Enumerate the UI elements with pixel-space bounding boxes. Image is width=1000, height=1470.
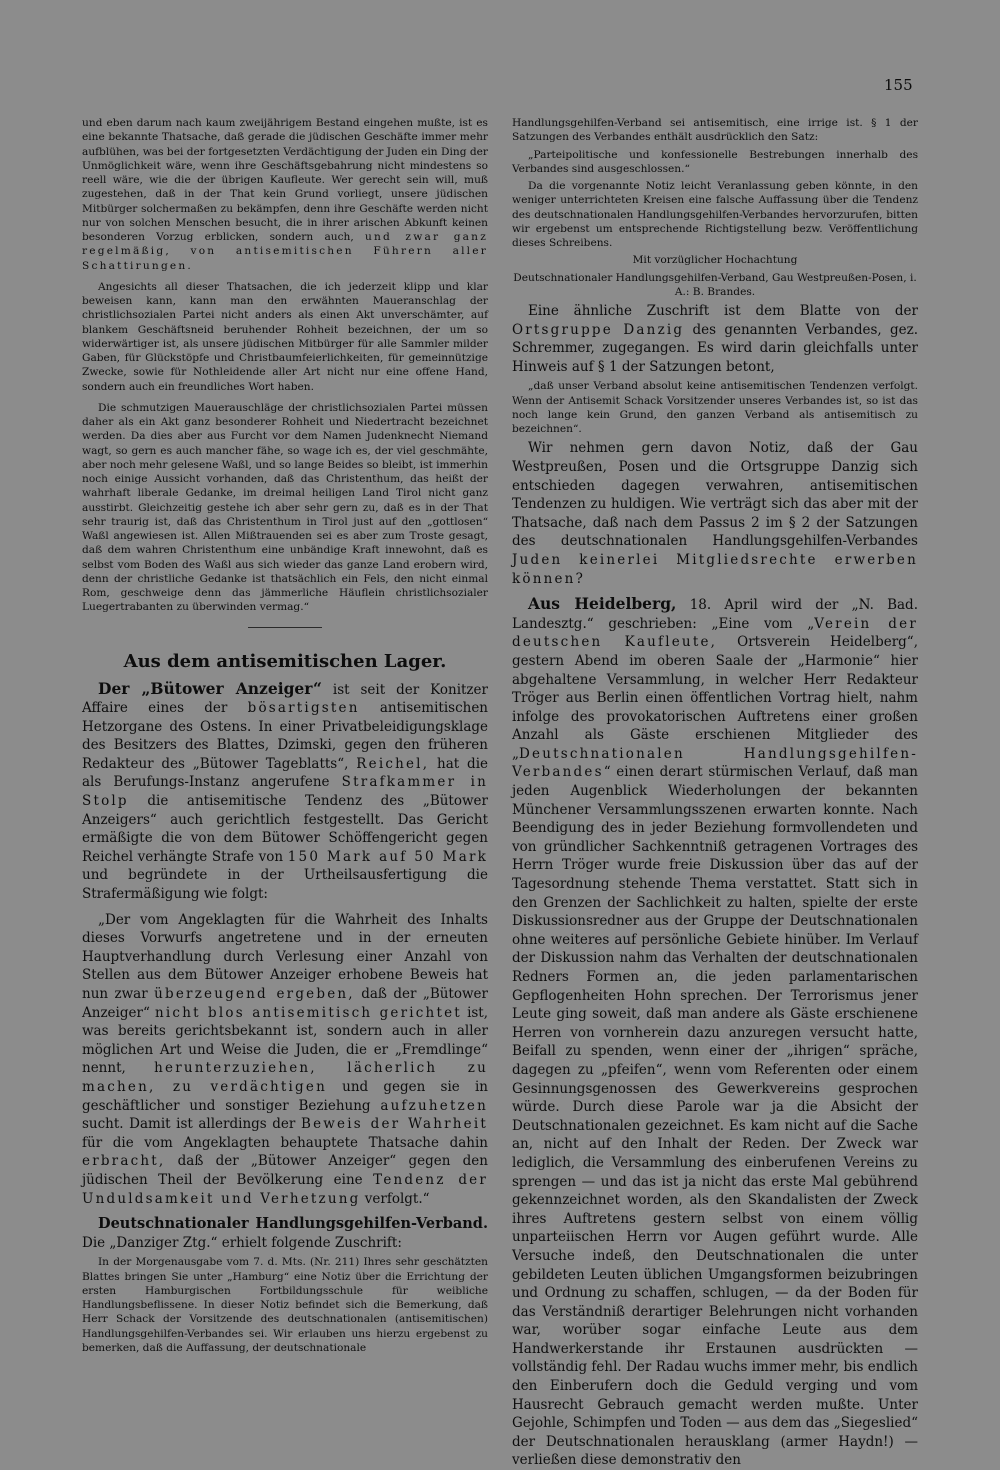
article-lead: Deutschnationaler Handlungsgehilfen-Verband. [98,1215,488,1233]
text: hat die als Berufungs-Instanz angerufene [82,755,488,791]
text: Wir nehmen gern davon Notiz, daß der Gau Westpreußen, Posen und die Ortsgruppe Danzig sich entschieden dagegen verwahren, antisemitischen Tendenzen zu huldigen. Wie verträgt sich das aber mit der Thatsache, daß nach dem Passus 2 im § 2 der Satzungen des deutschnationalen Handlungsgehilfen-Verbandes [512,440,918,550]
spaced-text: aufzuhetzen [380,1097,488,1114]
spaced-text: herunterzuziehen, lächerlich zu machen, zu verdächtigen [82,1060,488,1095]
spaced-text: Ortsgruppe Danzig [512,321,685,338]
spaced-text: überzeugend ergeben, [154,986,355,1002]
section-divider [248,627,322,628]
left-column [82,116,488,1355]
statute-quote: „Parteipolitische und konfessionelle Bestrebungen innerhalb des Verbandes sind ausgeschlossen.“ [512,148,918,175]
paragraph: Da die vorgenannte Notiz leicht Veranlassung geben könnte, in den weniger unterrichteten Kreisen eine falsche Auffassung über die Tendenz des deutschnationalen Handlungsgehilfen-Verbandes hervorzurufen, bitten wir ergebenst um entsprechende Richtigstellung bezw. Veröffentlichung dieses Schreibens. [512,180,918,249]
paragraph: Angesichts all dieser Thatsachen, die ich jederzeit klipp und klar beweisen kann, kann man den erwähnten Maueranschlag der christlichsozialen Partei nicht anders als einen Akt unverschämter, auf blankem Geschäftsneid beruhender Rohheit bezeichnen, der um so widerwärtiger ist, als unsere jüdischen Mitbürger für alle Sammler milder Gaben, für Glückstöpfe und Christbaumfeierlichkeiten, für gemeinnützige Zwecke, sowie für Nothleidende aller Art nicht nur eine offene Hand, sondern auch ein freundliches Wort haben. [82,280,488,393]
section-heading: Aus dem antisemitischen Lager. [123,650,447,672]
text: für die vom Angeklagten behauptete Thatsache dahin [82,1134,488,1151]
text: ist seit der Konitzer Affaire eines der [82,681,488,717]
spaced-text: Deutschnationalen Handlungsgehilfen-Verbandes [512,745,918,781]
article-heidelberg [512,595,918,1470]
article-handlungsgehilfen [82,1215,488,1252]
text: und eben darum nach kaum zweijährigem Bestand eingehen mußte, ist es eine bekannte Thatsache, daß gerade die jüdischen Geschäfte immer mehr aufblühen, was bei der fortgesetzten Verdächtigung der Juden ein Ding der Unmöglichkeit wäre, wenn ihre Geschäftsgebahrung nicht mindestens so reell wäre, wie die der übrigen Kaufleute. Wer gerecht sein will, muß zugestehen, daß in der That kein Grund vorliegt, unsere jüdischen Mitbürger solchermaßen zu bekämpfen, denn ihre Geschäfte werden nicht nur von solchen Menschen besucht, die in ihrer arischen Abkunft keinen besonderen Vorzug erblicken, sondern auch, [82,117,488,243]
spaced-text: Reichel, [356,755,430,772]
paragraph: Handlungsgehilfen-Verband sei antisemitisch, eine irrige ist. § 1 der Satzungen des Verbandes enthält ausdrücklich den Satz: [512,117,918,144]
signature: Deutschnationaler Handlungsgehilfen-Verband, Gau Westpreußen-Posen, i. A.: B. Brandes. [513,271,917,298]
text: des genannten Verbandes, gez. Schremmer, zugegangen. Es wird darin gleichfalls unter Hinweis auf § 1 der Satzungen betont, [512,321,918,375]
text: sucht. Damit ist allerdings der [82,1116,296,1133]
text: verfolgt.“ [364,1190,430,1207]
text: und begründete in der Urtheilsausfertigung die Strafermäßigung wie folgt: [82,867,488,903]
text: 18. April wird der „N. Bad. Landesztg.“ geschrieben: „Eine vom „ [512,597,918,632]
spaced-text: Verein der deutschen Kaufleute, [512,615,918,651]
spaced-text: 150 Mark auf 50 Mark [287,848,488,865]
page-number: 155 [884,76,913,94]
court-quote [82,911,488,1209]
quote: „daß unser Verband absolut keine antisemitischen Tendenzen verfolgt. Wenn der Antisemit Schack Vorsitzender unseres Verbandes ist, so ist das noch lange kein Grund, den ganzen Verband als antisemitisch zu bezeichnen“. [512,380,918,436]
spaced-text: und zwar ganz regelmäßig, von antisemitischen Führern aller Schattirungen. [82,231,488,272]
letter-quote: In der Morgenausgabe vom 7. d. Mts. (Nr. 211) Ihres sehr geschätzten Blattes bringen Sie unter „Hamburg“ eine Notiz über die Errichtung der ersten Hamburgischen Fortbildungsschule für weibliche Handlungsbeflissene. In dieser Notiz befindet sich die Bemerkung, daß Herr Schack der Vorsitzende des deutschnationalen (antisemitischen) Handlungsgehilfen-Verbandes sei. Wir erlauben uns hierzu ergebenst zu bemerken, daß die Auffassung, der deutschnationale [82,1256,488,1354]
paragraph: Die schmutzigen Mauerauschläge der christlichsozialen Partei müssen daher als ein Akt ganz besonderer Rohheit und Niedertracht bezeichnet werden. Da dies aber aus Furcht vor dem Namen Judenknecht Niemand wagt, so gern es auch mancher fähe, so wage ich es, der viel geschmähte, aber noch mehr gelesene Waßl, und so lange Beides so bleibt, ist immerhin noch einige Aussicht vorhanden, daß das Christenthum, das heißt der wahrhaft liberale Gedanke, im dreimal heiligen Land Tirol nicht ganz ausstirbt. Gleichzeitig gestehe ich aber sehr gern zu, daß es in der That sehr traurig ist, daß das Christenthum in Tirol just auf den „gottlosen“ Waßl angewiesen ist. Allen Mißtrauenden sei es aber zum Troste gesagt, daß dem wahren Christenthum eine unbändige Kraft innewohnt, daß es selbst vom Boden des Waßl aus sich wieder das ganze Land erobern wird, denn der christliche Gedanke ist thatsächlich ein Fels, den nicht einmal Rom, geschweige denn das jämmerliche Häuflein christlichsozialer Luegertrabanten zu überwinden vermag.“ [82,401,488,614]
right-column [512,116,918,1470]
spaced-text: Beweis der Wahrheit [300,1116,489,1133]
text: daß der „Bütower Anzeiger“ [82,986,488,1021]
text: daß der „Bütower Anzeiger“ gegen den jüdischen Theil der Bevölkerung eine [82,1153,488,1188]
text: die antisemitische Tendenz des „Bütower Anzeigers“ auch gerichtlich festgestellt. Das Gericht ermäßigte die von dem Bütower Schöffengericht gegen Reichel verhängte Strafe von [82,793,488,865]
paragraph [512,439,918,588]
closing-salutation: Mit vorzüglicher Hochachtung [632,254,798,267]
paragraph [82,116,488,273]
spaced-text: Juden keinerlei Mitgliedsrechte erwerben können? [512,551,918,587]
article-lead: Der „Bütower Anzeiger“ [98,678,322,698]
text: “ einen derart stürmischen Verlauf, daß man jeden Augenblick Wiederholungen der bekannten Münchener Versammlungsszenen erwarten konnte. Nach Beendigung des in jeder Beziehung formvollendeten und von gründlicher Sachkenntniß getragenen Vortrages des Herrn Tröger wurde freie Diskussion über das auf der Tagesordnung stehende Thema verstattet. Statt sich in den Grenzen der Sachlichkeit zu halten, spielte der erste Diskussionsredner aus der Gruppe der Deutschnationalen ohne weiteres auf persönliche Gebiete hinüber. Im Verlauf der Diskussion nahm das Verhalten der deutschnationalen Redners Formen an, die jeden parlamentarischen Gepflogenheiten Hohn sprechen. Der Terrorismus jener Leute ging soweit, daß man andere als Gäste erschienene Herren von vornherein dazu anzuregen versucht hatte, Beifall zu spenden, wenn einer der „ihrigen“ spräche, dagegen zu „pfeifen“, wenn vom Referenten oder einem Gesinnungsgenossen des Gewerkvereins gesprochen würde. Durch diese Parole war ja die Absicht der Deutschnationalen gezeichnet. Es kam nicht auf die Sache an, nicht auf den Inhalt der Reden. Der Zweck war lediglich, die Versammlung des einberufenen Vereins zu sprengen — und das ist ja nicht das erste Mal gebührend gekennzeichnet worden, als den Skandalisten der Zweck ihres Auftretens gestern selbst von einem völlig unparteiischen Herrn vor Augen geführt wurde. Alle Versuche indeß, den Deutschnationalen die unter gebildeten Leuten üblichen Umgangsformen beizubringen und Ordnung zu schaffen, schlugen, — da der Boden für das Verständniß derartiger Belehrungen nicht vorhanden war, worüber sogar einfache Leute aus dem Handwerkerstande ihr Erstaunen ausdrückten — vollständig fehl. Der Radau wuchs immer mehr, bis endlich den Einberufern doch die Geduld verging und vom Hausrecht Gebrauch gemacht werden mußte. Unter Gejohle, Schimpfen und Toden — aus dem das „Siegeslied“ der Deutschnationalen herausklang (armer Haydn!) — verließen diese demonstrativ den [512,764,918,1469]
text: Die „Danziger Ztg.“ erhielt folgende Zuschrift: [82,1234,402,1251]
text: Ortsverein Heidelberg“, gestern Abend im oberen Saale der „Harmonie“ hier abgehaltene Versammlung, in welcher Herr Redakteur Tröger aus Berlin einen öffentlichen Vortrag hielt, nahm infolge des provokatorischen Auftretens einer großen Anzahl als Gäste erschienen Mitglieder des „ [512,634,918,762]
paragraph [512,302,918,376]
article-lead: Aus Heidelberg, [528,594,677,614]
spaced-text: bösartigsten [247,700,360,717]
article-buetower-anzeiger [82,680,488,904]
text: ist, was bereits gerichtsbekannt ist, sondern auch in aller möglichen Art und Weise die Juden, die er „Fremdlinge“ nennt, [82,1004,489,1077]
spaced-text: Tendenz der Unduldsamkeit und Verhetzung [82,1171,488,1207]
text: „Der vom Angeklagten für die Wahrheit des Inhalts dieses Vorwurfs angetretene und in der erneuten Hauptverhandlung durch Verlesung einer Anzahl von Stellen aus dem Bütower Anzeiger erhobene Beweis hat nun zwar [82,911,488,1002]
text: antisemitischen Hetzorgane des Ostens. In einer Privatbeleidigungsklage des Besitzers des Blattes, Dzimski, gegen den früheren Redakteur des „Bütower Tageblatts“, [82,700,489,772]
text: und gegen sie in geschäftlicher und sonstiger Beziehung [82,1078,488,1114]
spaced-text: Strafkammer in Stolp [82,774,488,810]
spaced-text: erbracht, [82,1153,166,1170]
text: Eine ähnliche Zuschrift ist dem Blatte von der [528,303,918,319]
spaced-text: nicht blos antisemitisch gerichtet [155,1004,462,1021]
